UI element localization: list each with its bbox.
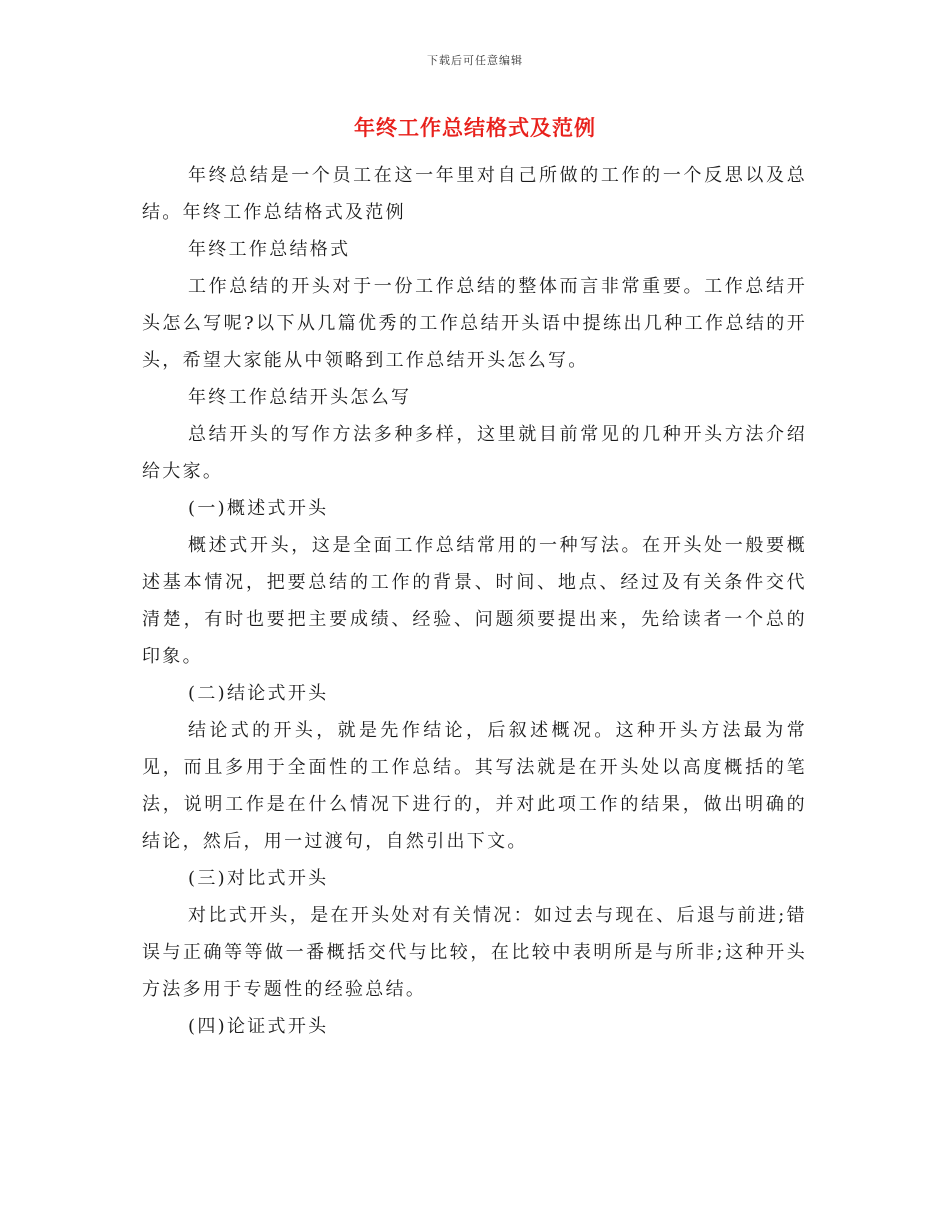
paragraph-intro: 年终总结是一个员工在这一年里对自己所做的工作的一个反思以及总结。年终工作总结格式及范例 <box>142 165 807 223</box>
paragraph-comparison-opening: 对比式开头，是在开头处对有关情况：如过去与现在、后退与前进;错误与正确等等做一番概括交代与比较，在比较中表明所是与所非;这种开头方法多用于专题性的经验总结。 <box>142 905 807 1000</box>
heading-argument-opening: (四)论证式开头 <box>188 1016 329 1037</box>
heading-how-to-open: 年终工作总结开头怎么写 <box>188 387 412 408</box>
paragraph-conclusion-opening: 结论式的开头，就是先作结论，后叙述概况。这种开头方法最为常见，而且多用于全面性的工作总结。其写法就是在开头处以高度概括的笔法，说明工作是在什么情况下进行的，并对此项工作的结果，做出明确的结论，然后，用一过渡句，自然引出下文。 <box>142 720 807 852</box>
heading-summary-opening: (一)概述式开头 <box>188 498 329 519</box>
paragraph-summary-opening: 概述式开头，这是全面工作总结常用的一种写法。在开头处一般要概述基本情况，把要总结的工作的背景、时间、地点、经过及有关条件交代清楚，有时也要把主要成绩、经验、问题须要提出来，先给读者一个总的印象。 <box>142 535 807 667</box>
paragraph-methods-intro: 总结开头的写作方法多种多样，这里就目前常见的几种开头方法介绍给大家。 <box>142 424 807 482</box>
paragraph-opening-importance: 工作总结的开头对于一份工作总结的整体而言非常重要。工作总结开头怎么写呢?以下从几篇优秀的工作总结开头语中提练出几种工作总结的开头，希望大家能从中领略到工作总结开头怎么写。 <box>142 276 807 371</box>
header-note: 下载后可任意编辑 <box>427 54 523 67</box>
document-body <box>142 157 807 1045</box>
heading-comparison-opening: (三)对比式开头 <box>188 868 329 889</box>
heading-conclusion-opening: (二)结论式开头 <box>188 683 329 704</box>
heading-format: 年终工作总结格式 <box>188 239 351 260</box>
document-title: 年终工作总结格式及范例 <box>354 116 596 140</box>
